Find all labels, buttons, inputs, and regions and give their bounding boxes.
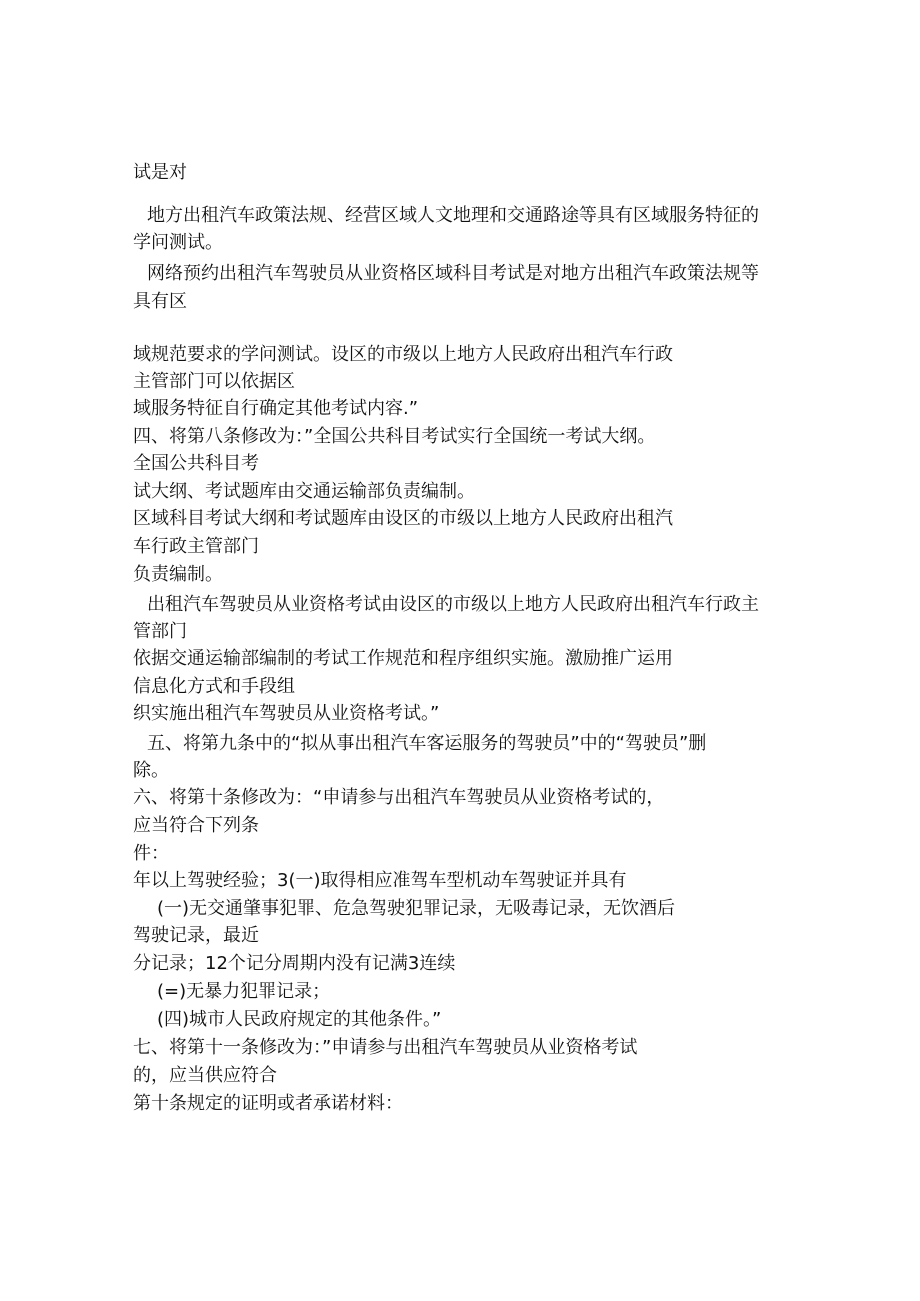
text-line: 六、将第十条修改为：“申请参与出租汽车驾驶员从业资格考试的， (133, 787, 665, 808)
text-line: 七、将第十一条修改为：”申请参与出租汽车驾驶员从业资格考试 (133, 1037, 638, 1058)
text-line: 的，应当供应符合 (133, 1065, 277, 1086)
text-line: 织实施出租汽车驾驶员从业资格考试。” (133, 703, 440, 724)
text-line: 域规范要求的学问测试。设区的市级以上地方人民政府出租汽车行政 (133, 344, 673, 365)
text-line: 负责编制。 (133, 564, 223, 585)
text-line: 网络预约出租汽车驾驶员从业资格区域科目考试是对地方出租汽车政策法规等 (147, 263, 759, 284)
text-line: 驾驶记录，最近 (133, 925, 259, 946)
text-line: 具有区 (133, 291, 187, 312)
text-line: 地方出租汽车政策法规、经营区域人文地理和交通路途等具有区域服务特征的 (147, 205, 759, 226)
text-line: 学问测试。 (133, 232, 223, 253)
text-line: 件： (133, 843, 169, 864)
text-line: 应当符合下列条 (133, 815, 259, 836)
text-line: (一)无交通肇事犯罪、危急驾驶犯罪记录，无吸毒记录，无饮酒后 (157, 898, 676, 919)
text-line: 五、将第九条中的“拟从事出租汽车客运服务的驾驶员”中的“驾驶员”删 (147, 733, 707, 754)
text-line: (四)城市人民政府规定的其他条件。” (157, 1009, 442, 1030)
text-line: 第十条规定的证明或者承诺材料： (133, 1093, 403, 1114)
text-line: 区域科目考试大纲和考试题库由设区的市级以上地方人民政府出租汽 (133, 508, 673, 529)
text-line: 全国公共科目考 (133, 453, 259, 474)
text-line: 试大纲、考试题库由交通运输部负责编制。 (133, 481, 475, 502)
text-line: 管部门 (133, 621, 187, 642)
text-line: 除。 (133, 760, 169, 781)
text-line: 分记录；12个记分周期内没有记满3连续 (133, 953, 456, 974)
text-line: 信息化方式和手段组 (133, 676, 295, 697)
text-line: 出租汽车驾驶员从业资格考试由设区的市级以上地方人民政府出租汽车行政主 (147, 594, 759, 615)
text-line: 域服务特征自行确定其他考试内容.” (133, 398, 419, 419)
text-line: (=)无暴力犯罪记录； (157, 981, 331, 1002)
text-line: 四、将第八条修改为：”全国公共科目考试实行全国统一考试大纲。 (133, 426, 656, 447)
text-line: 年以上驾驶经验；3(一)取得相应准驾车型机动车驾驶证并具有 (133, 870, 627, 891)
text-line: 主管部门可以依据区 (133, 371, 295, 392)
text-line: 依据交通运输部编制的考试工作规范和程序组织实施。激励推广运用 (133, 648, 673, 669)
text-line: 试是对 (133, 162, 187, 183)
text-line: 车行政主管部门 (133, 536, 259, 557)
